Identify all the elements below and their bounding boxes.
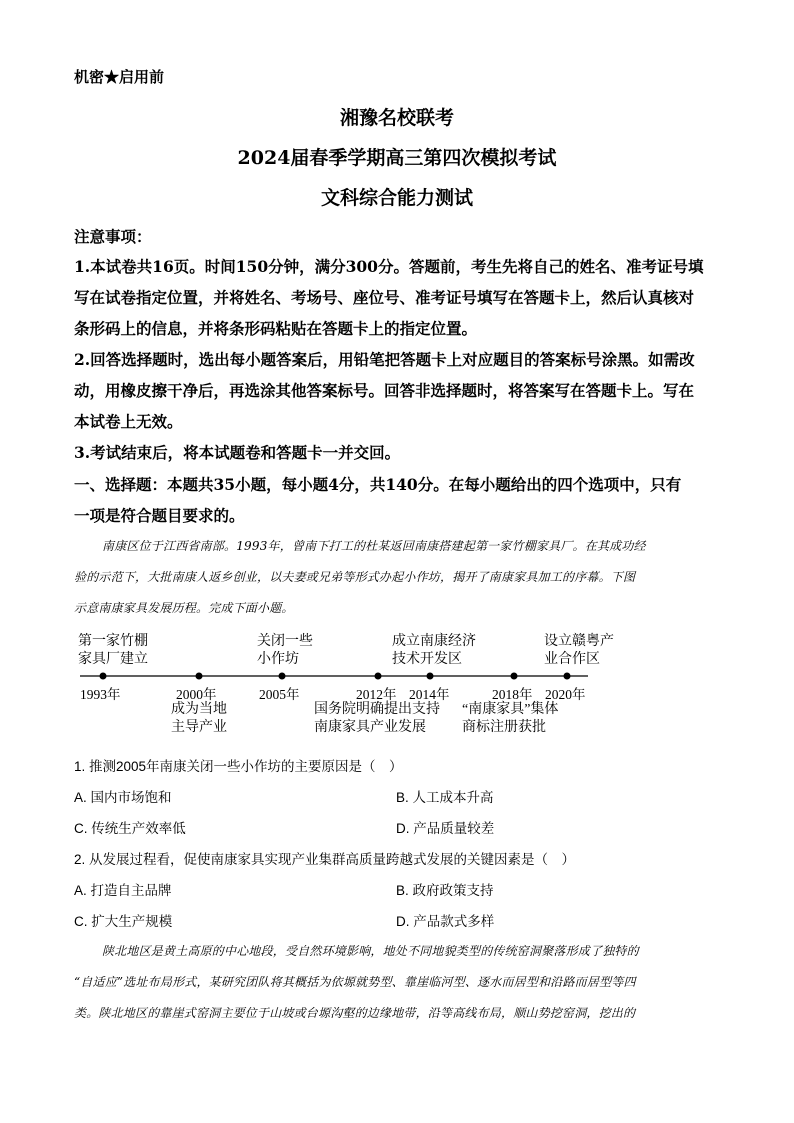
timeline-event-top: 成立南康经济 技术开发区 bbox=[392, 634, 476, 667]
timeline-dot bbox=[511, 673, 518, 680]
section-instructions: 一项是符合题目要求的。 bbox=[74, 506, 245, 525]
notice-line: 本试卷上无效。 bbox=[74, 412, 183, 431]
timeline-year: 2020年 bbox=[545, 687, 586, 702]
timeline-event-bottom: 国务院明确提出支持 南康家具产业发展 bbox=[314, 702, 440, 735]
timeline-dot bbox=[375, 673, 382, 680]
question-stem: 1. 推测2005年南康关闭一些小作坊的主要原因是（ ） bbox=[74, 759, 403, 774]
answer-option[interactable]: D. 产品质量较差 bbox=[396, 821, 495, 836]
timeline-year: 2018年 bbox=[492, 687, 533, 702]
answer-option[interactable]: C. 扩大生产规模 bbox=[74, 914, 173, 929]
timeline-dot bbox=[564, 673, 571, 680]
passage-line: 陕北地区是黄土高原的中心地段，受自然环境影响，地处不同地貌类型的传统窑洞聚落形成了独特的 bbox=[102, 944, 639, 958]
timeline-event-bottom: 成为当地 主导产业 bbox=[171, 702, 227, 735]
confidential-mark: 机密★启用前 bbox=[74, 68, 165, 86]
timeline-year: 2012年 bbox=[356, 687, 397, 702]
notice-line: 动，用橡皮擦干净后，再选涂其他答案标号。回答非选择题时，将答案写在答题卡上。写在 bbox=[74, 381, 695, 400]
notice-line: 3.考试结束后，将本试题卷和答题卡一并交回。 bbox=[74, 443, 401, 462]
passage-line: 类。陕北地区的靠崖式窑洞主要位于山坡或台塬沟壑的边缘地带，沿等高线布局，顺山势挖窑洞，挖出的 bbox=[74, 1006, 636, 1020]
passage-line: 南康区位于江西省南部。1993年，曾南下打工的杜某返回南康搭建起第一家竹棚家具厂。在其成功经 bbox=[102, 539, 646, 553]
passage-line: 示意南康家具发展历程。完成下面小题。 bbox=[74, 601, 294, 615]
exam-title-session: 2024届春季学期高三第四次模拟考试 bbox=[237, 147, 557, 169]
passage-line: 验的示范下，大批南康人返乡创业，以夫妻或兄弟等形式办起小作坊，揭开了南康家具加工的序幕。下图 bbox=[74, 570, 636, 584]
exam-title-subject: 文科综合能力测试 bbox=[320, 187, 473, 209]
section-instructions: 一、选择题：本题共35小题，每小题4分，共140分。在每小题给出的四个选项中，只有 bbox=[74, 475, 682, 494]
timeline-event-top: 第一家竹棚 家具厂建立 bbox=[78, 634, 148, 667]
passage-line: “自适应”选址布局形式，某研究团队将其概括为依塬就势型、靠崖临河型、逐水而居型和沿路而居型等四 bbox=[74, 975, 636, 989]
notice-line: 写在试卷指定位置，并将姓名、考场号、座位号、准考证号填写在答题卡上，然后认真核对 bbox=[74, 288, 695, 307]
timeline-event-top: 设立赣粤产 业合作区 bbox=[544, 634, 614, 667]
timeline-event-top: 关闭一些 小作坊 bbox=[257, 634, 313, 667]
timeline-axis bbox=[0, 668, 794, 684]
timeline-dot bbox=[196, 673, 203, 680]
timeline-dot bbox=[100, 673, 107, 680]
timeline-dot bbox=[427, 673, 434, 680]
timeline-year: 1993年 bbox=[80, 687, 121, 702]
notice-line: 2.回答选择题时，选出每小题答案后，用铅笔把答题卡上对应题目的答案标号涂黑。如需改 bbox=[74, 350, 695, 369]
notice-line: 1.本试卷共16页。时间150分钟，满分300分。答题前，考生先将自己的姓名、准考证号填 bbox=[74, 257, 704, 276]
answer-option[interactable]: A. 国内市场饱和 bbox=[74, 790, 172, 805]
answer-option[interactable]: A. 打造自主品牌 bbox=[74, 883, 172, 898]
timeline-event-bottom: “南康家具”集体 商标注册获批 bbox=[462, 702, 559, 735]
timeline-year: 2000年 bbox=[176, 687, 217, 702]
question-stem: 2. 从发展过程看，促使南康家具实现产业集群高质量跨越式发展的关键因素是（ ） bbox=[74, 852, 576, 867]
notice-heading: 注意事项： bbox=[74, 227, 152, 246]
timeline-dot bbox=[279, 673, 286, 680]
exam-title-alliance: 湘豫名校联考 bbox=[339, 107, 454, 129]
answer-option[interactable]: C. 传统生产效率低 bbox=[74, 821, 186, 836]
answer-option[interactable]: B. 政府政策支持 bbox=[396, 883, 494, 898]
timeline-year: 2014年 bbox=[409, 687, 450, 702]
answer-option[interactable]: B. 人工成本升高 bbox=[396, 790, 494, 805]
notice-line: 条形码上的信息，并将条形码粘贴在答题卡上的指定位置。 bbox=[74, 319, 478, 338]
answer-option[interactable]: D. 产品款式多样 bbox=[396, 914, 495, 929]
timeline-year: 2005年 bbox=[259, 687, 300, 702]
